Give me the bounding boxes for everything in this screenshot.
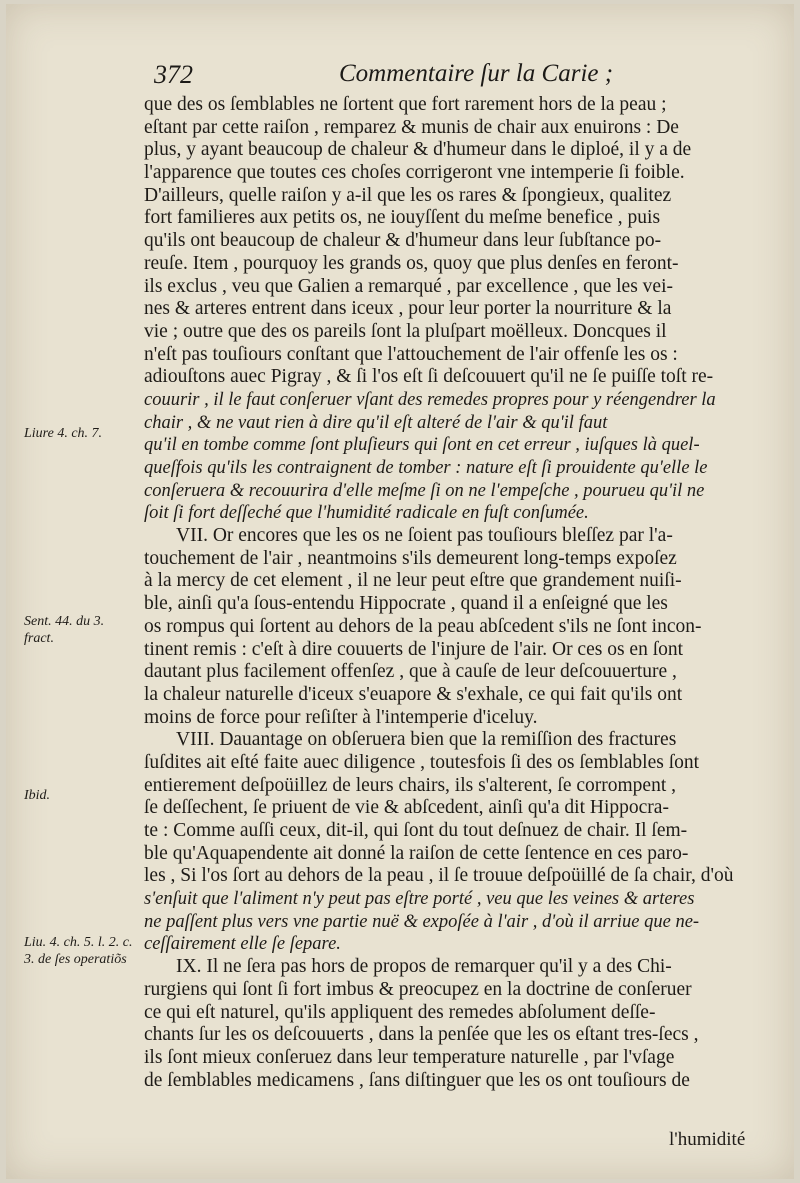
text-line: s'enſuit que l'aliment n'y peut pas eſtre porté , veu que les veines & arteres (144, 889, 695, 910)
text-line: chants ſur les os deſcouuerts , dans la penſée que les os eſtant tres-ſecs , (144, 1024, 699, 1046)
text-line: ceſſairement elle ſe ſepare. (144, 934, 341, 955)
text-line: ſoit ſi fort deſſeché que l'humidité radicale en fuſt conſumée. (144, 503, 589, 524)
margin-note: Liu. 4. ch. 5. l. 2. c. 3. de ſes operatiõs (24, 935, 133, 967)
text-line: queſfois qu'ils les contraignent de tomber : nature eſt ſi prouidente qu'elle le (144, 458, 708, 478)
text-line: touchement de l'air , neantmoins s'ils demeurent long-temps expoſez (144, 547, 677, 569)
margin-note: Liure 4. ch. 7. (24, 426, 103, 441)
text-line: qu'il en tombe comme ſont pluſieurs qui ſont en cet erreur , iuſques là quel- (144, 435, 700, 456)
page-number: 372 (154, 60, 193, 89)
text-line: entierement deſpoüillez de leurs chairs, ils s'alterent, ſe corrompent , (144, 774, 676, 796)
text-line: VII. Or encores que les os ne ſoient pas touſiours bleſſez par l'a- (176, 525, 673, 547)
text-line: ils ſont mieux conſeruez dans leur temperature naturelle , par l'vſage (144, 1046, 675, 1068)
catchword: l'humidité (669, 1129, 746, 1150)
text-line: IX. Il ne ſera pas hors de propos de remarquer qu'il y a des Chi- (176, 956, 672, 978)
text-line: les , Si l'os ſort au dehors de la peau , il ſe trouue deſpoüillé de ſa chair, d'où (144, 865, 734, 887)
book-page (6, 4, 794, 1179)
margin-note: Ibid. (24, 788, 51, 803)
text-line: conſeruera & recouurira d'elle meſme ſi on ne l'empeſche , pourueu qu'il ne (144, 480, 705, 501)
text-line: n'eſt pas touſiours conſtant que l'attouchement de l'air offenſe les os : (144, 343, 678, 365)
text-line: dautant plus facilement offenſez , que à cauſe de leur deſcouuerture , (144, 661, 677, 683)
text-line: ce qui eſt naturel, qu'ils appliquent des remedes abſolument deſſe- (144, 1001, 656, 1023)
text-line: adiouſtons auec Pigray , & ſi l'os eſt ſi deſcouuert qu'il ne ſe puiſſe toſt re- (144, 366, 714, 388)
text-line: ſe deſſechent, ſe priuent de vie & abſcedent, ainſi qu'a dit Hippocra- (144, 797, 669, 819)
text-line: te : Comme auſſi ceux, dit-il, qui ſont du tout deſnuez de chair. Il ſem- (144, 820, 688, 841)
main-text (144, 94, 794, 1092)
text-line: nes & arteres entrent dans iceux , pour leur porter la nourriture & la (144, 298, 672, 320)
text-line: ne paſſent plus vers vne partie nuë & expoſée à l'air , d'où il arriue que ne- (144, 911, 700, 932)
text-line: tinent remis : c'eſt à dire couuerts de l'injure de l'air. Or ces os en ſont (144, 638, 684, 660)
text-line: que des os ſemblables ne ſortent que fort rarement hors de la peau ; (144, 94, 667, 115)
text-line: ils exclus , veu que Galien a remarqué , par excellence , que les vei- (144, 275, 673, 297)
text-line: à la mercy de cet element , il ne leur peut eſtre que grandement nuiſi- (144, 570, 682, 592)
text-line: la chaleur naturelle d'iceux s'euapore & s'exhale, ce qui fait qu'ils ont (144, 683, 683, 705)
text-line: ble qu'Aquapendente ait donné la raiſon de cette ſentence en ces paro- (144, 842, 689, 864)
text-line: VIII. Dauantage on obſeruera bien que la remiſſion des fractures (176, 729, 677, 751)
text-line: l'apparence que toutes ces choſes corrigeront vne intemperie ſi foible. (144, 162, 685, 184)
text-line: rurgiens qui ſont ſi fort imbus & preocupez en la doctrine de conſeruer (144, 978, 692, 1000)
text-line: plus, y ayant beaucoup de chaleur & d'humeur dans le diploé, il y a de (144, 139, 692, 161)
text-line: os rompus qui ſortent au dehors de la peau abſcedent s'ils ne ſont incon- (144, 615, 702, 637)
text-line: couurir , il le faut conſeruer vſant des remedes propres pour y réengendrer la (144, 389, 716, 410)
text-line: reuſe. Item , pourquoy les grands os, quoy que plus denſes en feront- (144, 252, 679, 274)
text-line: D'ailleurs, quelle raiſon y a-il que les os rares & ſpongieux, qualitez (144, 184, 672, 206)
running-title: Commentaire ſur la Carie ; (339, 60, 614, 87)
page-header (154, 60, 624, 92)
text-line: qu'ils ont beaucoup de chaleur & d'humeur dans leur ſubſtance po- (144, 230, 662, 252)
text-line: moins de force pour reſiſter à l'intemperie d'iceluy. (144, 706, 538, 728)
margin-note: Sent. 44. du 3. fract. (24, 614, 105, 646)
text-line: chair , & ne vaut rien à dire qu'il eſt alteré de l'air & qu'il faut (144, 412, 608, 433)
text-line: ble, ainſi qu'a ſous-entendu Hippocrate , quand il a enſeigné que les (144, 593, 668, 615)
text-line: de ſemblables medicamens , ſans diſtinguer que les os ont touſiours de (144, 1069, 690, 1091)
text-line: ſuſdites ait eſté faite auec diligence , toutesfois ſi des os ſemblables ſont (144, 751, 700, 773)
text-line: vie ; outre que des os pareils ſont la pluſpart moëlleux. Doncques il (144, 320, 667, 342)
text-line: eſtant par cette raiſon , remparez & munis de chair aux enuirons : De (144, 116, 679, 138)
text-line: fort familieres aux petits os, ne iouyſſent du meſme benefice , puis (144, 207, 661, 229)
